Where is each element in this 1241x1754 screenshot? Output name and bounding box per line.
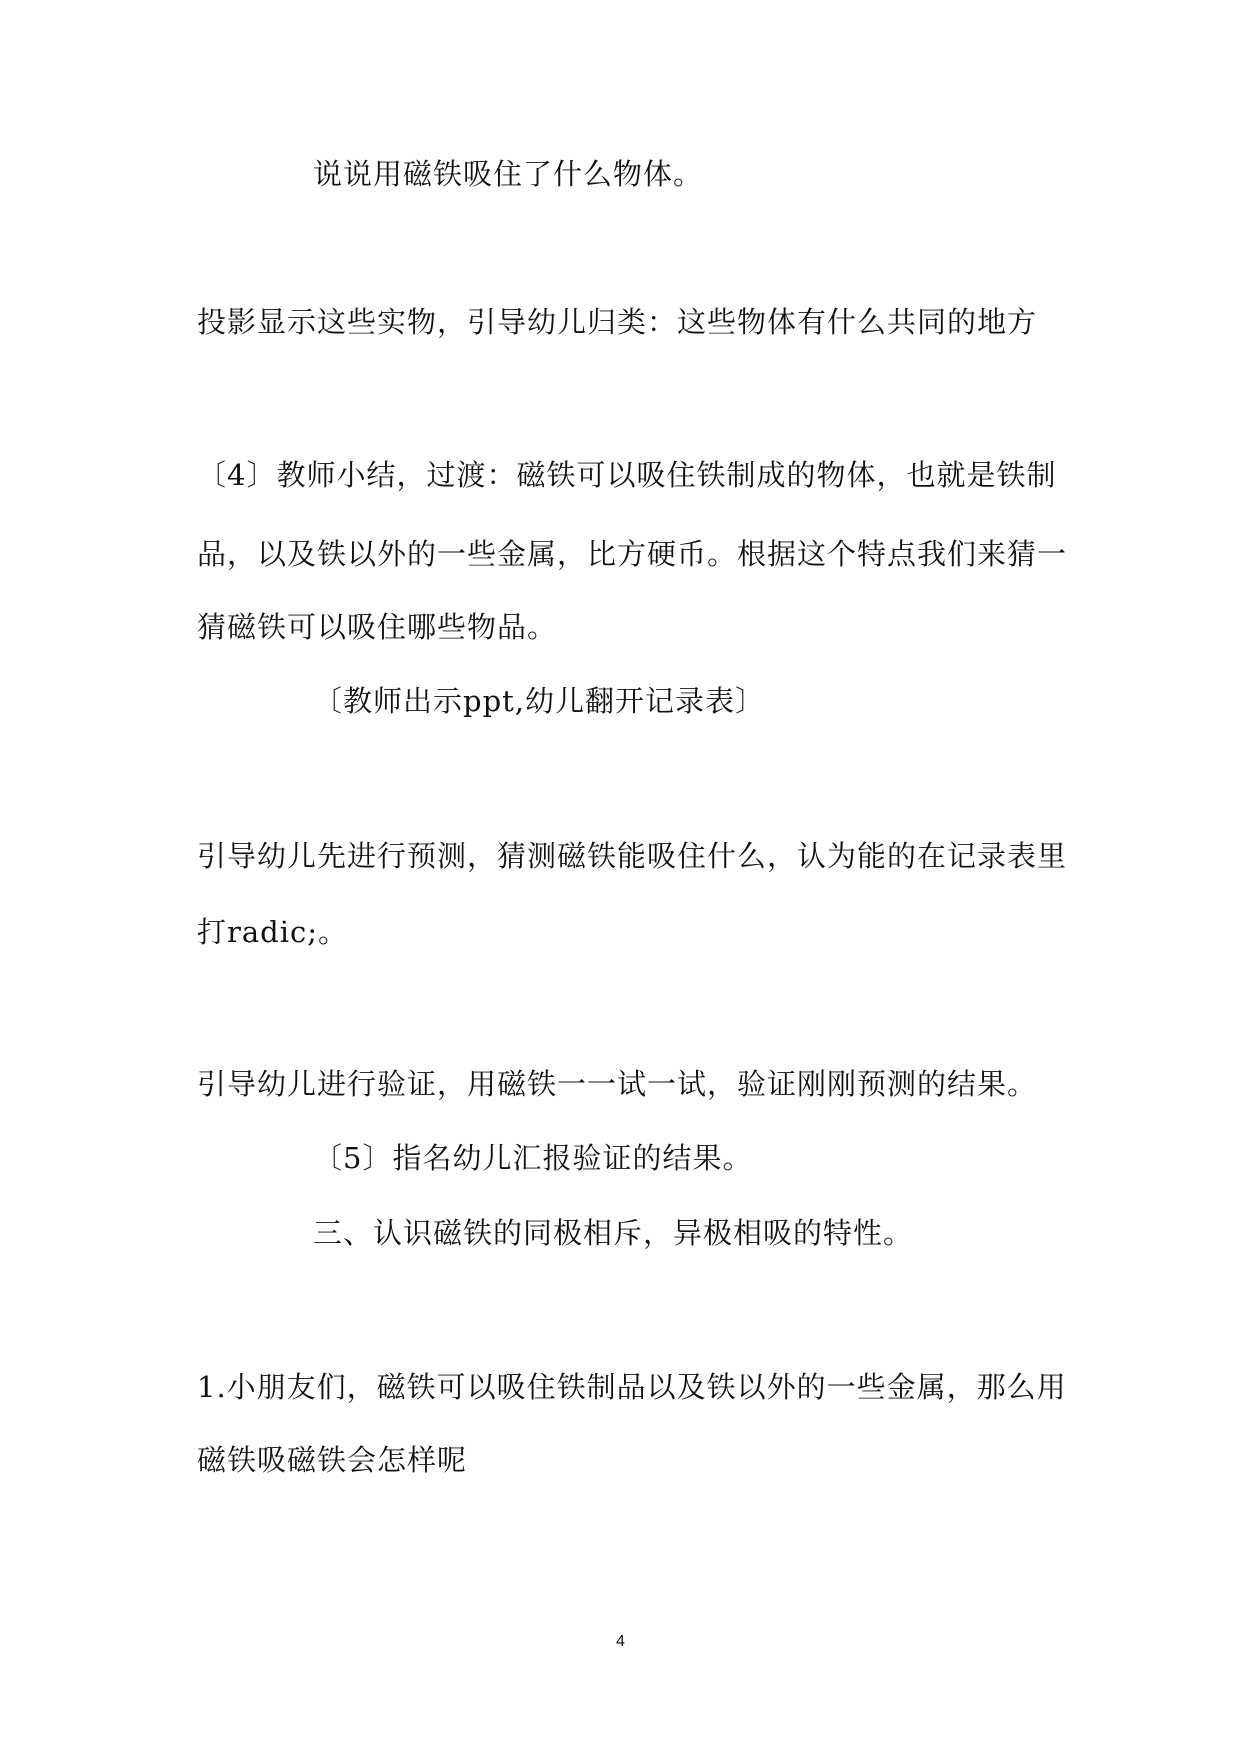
text-line: 品，以及铁以外的一些金属，比方硬币。根据这个特点我们来猜一 <box>197 537 1068 571</box>
text-line: 〔教师出示ppt,幼儿翻开记录表〕 <box>313 684 766 718</box>
text-line: 〔4〕教师小结，过渡：磁铁可以吸住铁制成的物体，也就是铁制 <box>197 458 1057 492</box>
text-line: 引导幼儿先进行预测，猜测磁铁能吸住什么，认为能的在记录表里 <box>197 839 1068 873</box>
text-line: 1.小朋友们，磁铁可以吸住铁制品以及铁以外的一些金属，那么用 <box>197 1370 1067 1404</box>
section-heading: 三、认识磁铁的同极相斥，异极相吸的特性。 <box>313 1216 914 1250</box>
text-line: 打radic;。 <box>197 915 349 949</box>
text-line: 磁铁吸磁铁会怎样呢 <box>197 1443 468 1477</box>
text-line: 引导幼儿进行验证，用磁铁一一试一试，验证刚刚预测的结果。 <box>197 1067 1038 1101</box>
page-number: 4 <box>616 1633 625 1650</box>
text-line: 说说用磁铁吸住了什么物体。 <box>313 157 704 191</box>
text-line: 〔5〕指名幼儿汇报验证的结果。 <box>313 1141 753 1175</box>
text-line: 猜磁铁可以吸住哪些物品。 <box>197 610 558 644</box>
text-line: 投影显示这些实物，引导幼儿归类：这些物体有什么共同的地方 <box>197 305 1038 339</box>
